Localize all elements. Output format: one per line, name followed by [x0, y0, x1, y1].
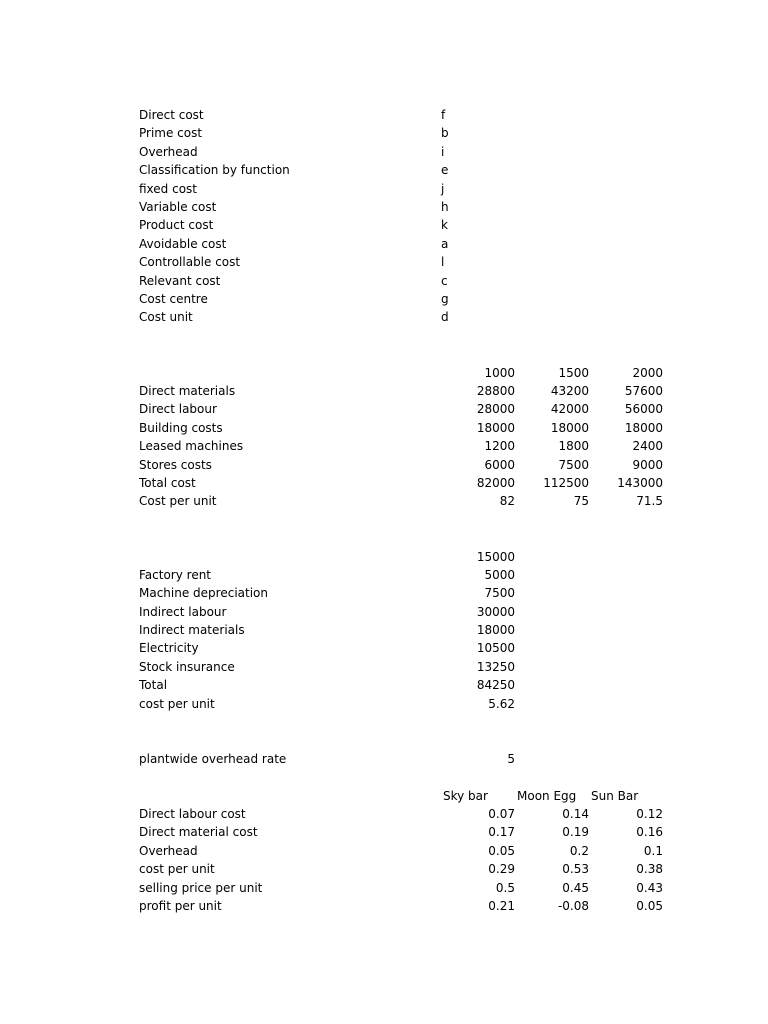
table-row — [0, 308, 768, 326]
row-label: Indirect labour — [139, 605, 227, 619]
row-label: Avoidable cost — [139, 237, 227, 251]
row-label: Overhead — [139, 844, 198, 858]
row-code: f — [441, 108, 446, 122]
row-label: selling price per unit — [139, 881, 263, 895]
cell-value: 56000 — [624, 402, 663, 416]
cell-value: 43200 — [550, 384, 589, 398]
column-header: 15000 — [476, 550, 515, 564]
table-header-row — [0, 787, 768, 805]
cell-value: 13250 — [476, 660, 515, 674]
cell-value: 5000 — [484, 568, 515, 582]
row-label: Electricity — [139, 641, 199, 655]
row-label: Product cost — [139, 218, 214, 232]
table-row — [0, 382, 768, 400]
row-label: Direct labour cost — [139, 807, 246, 821]
table-row — [0, 161, 768, 179]
table-row — [0, 198, 768, 216]
cell-value: 0.5 — [495, 881, 515, 895]
row-code: d — [441, 310, 449, 324]
table-row — [0, 456, 768, 474]
row-label: fixed cost — [139, 182, 198, 196]
row-code: g — [441, 292, 449, 306]
cell-value: 0.14 — [562, 807, 589, 821]
table-row — [0, 639, 768, 657]
row-label: Direct labour — [139, 402, 217, 416]
row-label: Classification by function — [139, 163, 290, 177]
cell-value: 7500 — [558, 458, 589, 472]
row-label: Controllable cost — [139, 255, 241, 269]
cell-value: 0.19 — [562, 825, 589, 839]
plantwide-rate-row — [0, 750, 768, 768]
row-label: Direct materials — [139, 384, 236, 398]
row-code: b — [441, 126, 449, 140]
row-label: Overhead — [139, 145, 198, 159]
cell-value: 18000 — [476, 623, 515, 637]
table-row — [0, 676, 768, 694]
table-row — [0, 400, 768, 418]
table-row — [0, 603, 768, 621]
cell-value: 0.29 — [488, 862, 515, 876]
row-code: c — [441, 274, 448, 288]
cell-value: -0.08 — [557, 899, 589, 913]
table-row — [0, 566, 768, 584]
cell-value: 75 — [573, 494, 589, 508]
row-label: Relevant cost — [139, 274, 221, 288]
cell-value: 1800 — [558, 439, 589, 453]
row-label: Factory rent — [139, 568, 212, 582]
table-row — [0, 290, 768, 308]
table-row — [0, 492, 768, 510]
cell-value: 0.53 — [562, 862, 589, 876]
cell-value: 2400 — [632, 439, 663, 453]
row-label: Stock insurance — [139, 660, 235, 674]
table-row — [0, 695, 768, 713]
row-code: i — [441, 145, 445, 159]
table-row — [0, 621, 768, 639]
cell-value: 84250 — [476, 678, 515, 692]
column-header: Sun Bar — [591, 789, 639, 803]
row-label: cost per unit — [139, 697, 215, 711]
cell-value: 1200 — [484, 439, 515, 453]
row-code: h — [441, 200, 449, 214]
table-row — [0, 658, 768, 676]
cell-value: 82000 — [476, 476, 515, 490]
cell-value: 0.1 — [643, 844, 663, 858]
cell-value: 143000 — [617, 476, 663, 490]
cell-value: 30000 — [476, 605, 515, 619]
cell-value: 9000 — [632, 458, 663, 472]
cell-value: 0.16 — [636, 825, 663, 839]
cell-value: 71.5 — [636, 494, 663, 508]
row-label: Direct cost — [139, 108, 204, 122]
cell-value: 0.21 — [488, 899, 515, 913]
cell-value: 5.62 — [488, 697, 515, 711]
cell-value: 5 — [507, 752, 515, 766]
row-label: Stores costs — [139, 458, 212, 472]
row-label: Cost per unit — [139, 494, 217, 508]
column-header: 2000 — [632, 366, 663, 380]
cell-value: 112500 — [543, 476, 589, 490]
row-label: plantwide overhead rate — [139, 752, 287, 766]
row-label: Prime cost — [139, 126, 203, 140]
row-label: profit per unit — [139, 899, 222, 913]
cell-value: 0.12 — [636, 807, 663, 821]
row-label: Leased machines — [139, 439, 244, 453]
cell-value: 28800 — [476, 384, 515, 398]
row-label: Cost centre — [139, 292, 208, 306]
table-row — [0, 897, 768, 915]
table-row — [0, 823, 768, 841]
cell-value: 0.17 — [488, 825, 515, 839]
cell-value: 57600 — [624, 384, 663, 398]
cell-value: 10500 — [476, 641, 515, 655]
cell-value: 6000 — [484, 458, 515, 472]
table-row — [0, 216, 768, 234]
table-row — [0, 106, 768, 124]
table-row — [0, 584, 768, 602]
table-row — [0, 419, 768, 437]
cell-value: 18000 — [550, 421, 589, 435]
row-code: a — [441, 237, 449, 251]
cell-value: 0.05 — [488, 844, 515, 858]
column-header: Moon Egg — [517, 789, 577, 803]
cell-value: 7500 — [484, 586, 515, 600]
cell-value: 18000 — [476, 421, 515, 435]
row-label: Direct material cost — [139, 825, 258, 839]
table-row — [0, 180, 768, 198]
row-label: Variable cost — [139, 200, 217, 214]
cell-value: 0.05 — [636, 899, 663, 913]
cell-value: 28000 — [476, 402, 515, 416]
cell-value: 82 — [499, 494, 515, 508]
row-label: cost per unit — [139, 862, 215, 876]
table-row — [0, 437, 768, 455]
table-row — [0, 272, 768, 290]
column-header: 1500 — [558, 366, 589, 380]
table-row — [0, 879, 768, 897]
cell-value: 0.38 — [636, 862, 663, 876]
cell-value: 0.07 — [488, 807, 515, 821]
row-code: l — [441, 255, 445, 269]
cell-value: 18000 — [624, 421, 663, 435]
cell-value: 42000 — [550, 402, 589, 416]
cell-value: 0.2 — [569, 844, 589, 858]
row-label: Machine depreciation — [139, 586, 268, 600]
table-row — [0, 235, 768, 253]
row-label: Total — [139, 678, 168, 692]
row-code: e — [441, 163, 449, 177]
row-code: k — [441, 218, 448, 232]
table-row — [0, 805, 768, 823]
table-row — [0, 253, 768, 271]
cell-value: 0.45 — [562, 881, 589, 895]
table-row — [0, 474, 768, 492]
table-row — [0, 143, 768, 161]
row-code: j — [441, 182, 445, 196]
column-header: 1000 — [484, 366, 515, 380]
table-row — [0, 124, 768, 142]
row-label: Indirect materials — [139, 623, 245, 637]
table-header-row — [0, 548, 768, 566]
table-header-row — [0, 364, 768, 382]
table-row — [0, 860, 768, 878]
row-label: Building costs — [139, 421, 223, 435]
cell-value: 0.43 — [636, 881, 663, 895]
row-label: Total cost — [139, 476, 196, 490]
column-header: Sky bar — [443, 789, 488, 803]
table-row — [0, 842, 768, 860]
row-label: Cost unit — [139, 310, 193, 324]
